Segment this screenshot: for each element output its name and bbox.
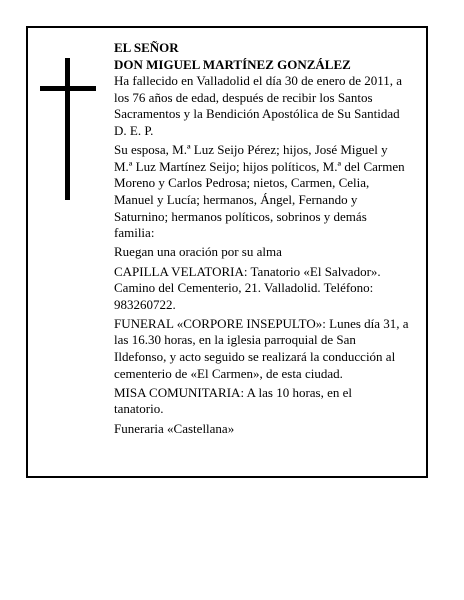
death-announcement: Ha fallecido en Valladolid el día 30 de enero de 2011, a los 76 años de edad, después de recibir los Santos Sacramentos y la Bendición Apostólica de Su Santidad D. E. P. — [114, 73, 403, 138]
prayer-request: Ruegan una oración por su alma — [114, 244, 282, 260]
funeral-info: FUNERAL «CORPORE INSEPULTO»: Lunes día 31, a las 16.30 horas, en la iglesia parroquial de San Ildefonso, y acto seguido se realizará la conducción al cementerio de «El Carmen», de esta ciudad. — [114, 315, 409, 381]
cross-vertical-bar — [65, 58, 70, 200]
cross-icon — [40, 58, 96, 200]
funeral-home: Funeraria «Castellana» — [114, 420, 235, 436]
deceased-name: DON MIGUEL MARTÍNEZ GONZÁLEZ — [114, 56, 351, 72]
family-list: Su esposa, M.ª Luz Seijo Pérez; hijos, José Miguel y M.ª Luz Martínez Seijo; hijos políticos, M.ª del Carmen Moreno y Carlos Pedrosa; nietos, Carmen, Celia, Manuel y Lucía; hermanos, Ángel, Fernando y Saturnino; hermanos políticos, sobrinos y demás familia: — [114, 142, 405, 241]
obituary-text — [114, 40, 426, 440]
obituary-notice — [26, 26, 428, 478]
deceased-title: EL SEÑOR — [114, 40, 179, 55]
chapel-info: CAPILLA VELATORIA: Tanatorio «El Salvador». Camino del Cementerio, 21. Valladolid. Teléfono: 983260722. — [114, 263, 381, 312]
mass-info: MISA COMUNITARIA: A las 10 horas, en el tanatorio. — [114, 384, 353, 417]
cross-horizontal-bar — [40, 86, 96, 91]
